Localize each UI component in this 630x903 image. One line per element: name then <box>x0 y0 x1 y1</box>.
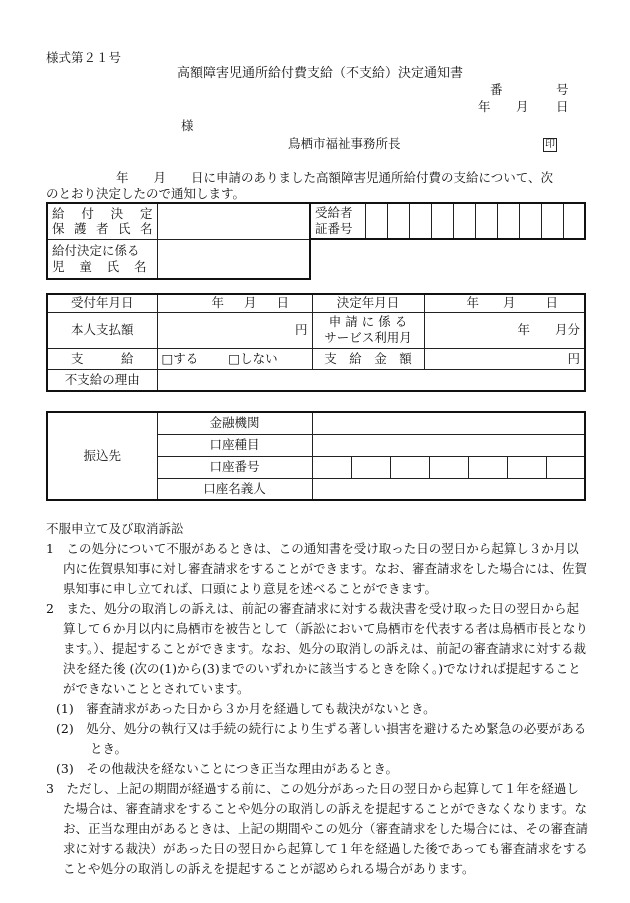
reason-field[interactable] <box>157 369 585 391</box>
recipient-digit[interactable] <box>387 203 409 239</box>
receipt-date-label: 受付年月日 <box>47 294 157 312</box>
date-month: 月 <box>516 99 529 114</box>
note-item-1: 1 この処分について不服があるときは、この通知書を受け取った日の翌日から起算し３か月以内に佐賀県知事に対し審査請求をすることができます。なお、審査請求をした場合には、佐賀県知事に申し立てれば、口頭により意見を述べることができます。 <box>46 541 588 596</box>
seal-mark: 印 <box>545 139 555 150</box>
guardian-name-label: 給 付 決 定 保 護 者 氏 名 <box>47 203 157 239</box>
self-pay-label: 本人支払額 <box>47 312 157 348</box>
decision-date-field[interactable]: 年 月 日 <box>424 294 585 312</box>
recipient-digit[interactable] <box>409 203 431 239</box>
account-type-label: 口座種目 <box>157 434 312 456</box>
recipient-digit[interactable] <box>475 203 497 239</box>
recipient-digit[interactable] <box>519 203 541 239</box>
child-name-label: 給付決定に係る 児 童 氏 名 <box>47 239 157 279</box>
account-digit[interactable] <box>390 456 429 478</box>
service-month-label: 申 請 に 係 る サービス利用月 <box>312 312 424 348</box>
form-number: 様式第２１号 <box>46 50 122 65</box>
recipient-digit[interactable] <box>365 203 387 239</box>
account-digit[interactable] <box>507 456 546 478</box>
account-name-field[interactable] <box>312 478 585 500</box>
guardian-table <box>46 202 311 280</box>
child-name-field[interactable] <box>157 239 310 279</box>
account-digit[interactable] <box>546 456 585 478</box>
transfer-table <box>46 411 586 501</box>
appeal-notes <box>46 519 591 879</box>
go-label: 号 <box>556 82 569 97</box>
account-digit[interactable] <box>312 456 351 478</box>
recipient-number-label: 受給者 証番号 <box>310 203 365 239</box>
account-digit[interactable] <box>351 456 390 478</box>
account-digit[interactable] <box>429 456 468 478</box>
bank-label: 金融機関 <box>157 412 312 434</box>
recipient-digit[interactable] <box>541 203 563 239</box>
number-label: 番 <box>490 82 503 97</box>
payment-label: 支 給 <box>47 348 157 369</box>
payment-options <box>157 348 312 369</box>
payment-amount-label: 支 給 金 額 <box>312 348 424 369</box>
issuer-name: 鳥栖市福祉事務所長 <box>288 136 401 151</box>
recipient-digit[interactable] <box>497 203 519 239</box>
payment-amount-field[interactable]: 円 <box>424 348 585 369</box>
recipient-digit[interactable] <box>431 203 453 239</box>
account-number-label: 口座番号 <box>157 456 312 478</box>
intro-text-2: のとおり決定したので通知します。 <box>46 186 246 201</box>
recipient-digit[interactable] <box>563 203 585 239</box>
account-name-label: 口座名義人 <box>157 478 312 500</box>
reason-label: 不支給の理由 <box>47 369 157 391</box>
recipient-number-table <box>309 202 586 240</box>
recipient-honorific: 様 <box>181 118 194 133</box>
note-sub-2: (2) 処分、処分の執行又は手続の続行により生ずる著しい損害を避けるため緊急の必要があるとき。 <box>56 721 587 756</box>
service-month-field[interactable]: 年 月分 <box>424 312 585 348</box>
decision-date-label: 決定年月日 <box>312 294 424 312</box>
transfer-label: 振込先 <box>47 412 157 500</box>
notes-heading: 不服申立て及び取消訴訟 <box>46 521 184 536</box>
note-sub-1: (1) 審査請求があった日から３か月を経過しても裁決がないとき。 <box>56 701 436 716</box>
intro-text-1: 年 月 日に申請のありました高額障害児通所給付費の支給について、次 <box>116 170 554 185</box>
guardian-name-field[interactable] <box>157 203 310 239</box>
note-item-2: 2 また、処分の取消しの訴えは、前記の審査請求に対する裁決書を受け取った日の翌日から起算して６か月以内に鳥栖市を被告として（訴訟において鳥栖市を代表する者は鳥栖市長となります。）、提起することができます。なお、処分の取消しの訴えは、前記の審査請求に対する裁決を経た後 (次の(1)から(3)までのいずれかに該当するときを除く。)でなければ提起することができないこととされています。 <box>46 601 589 696</box>
bank-field[interactable] <box>312 412 585 434</box>
receipt-date-field[interactable]: 年 月 日 <box>157 294 312 312</box>
note-sub-3: (3) その他裁決を経ないことにつき正当な理由があるとき。 <box>56 761 398 776</box>
decision-table <box>46 293 586 392</box>
account-digit[interactable] <box>468 456 507 478</box>
date-year: 年 <box>478 99 491 114</box>
account-type-field[interactable] <box>312 434 585 456</box>
recipient-digit[interactable] <box>453 203 475 239</box>
payment-do-checkbox[interactable]: □する <box>161 350 199 366</box>
note-item-3: 3 ただし、上記の期間が経過する前に、この処分があった日の翌日から起算して１年を経過した場合は、審査請求をすることや処分の取消しの訴えを提起することができなくなります。なお、正当な理由があるときは、上記の期間やこの処分（審査請求をした場合には、その審査請求に対する裁決）があった日の翌日から起算して１年を経過した後であっても審査請求をすることや処分の取消しの訴えを提起することが認められる場合があります。 <box>46 781 589 876</box>
self-pay-field[interactable]: 円 <box>157 312 312 348</box>
date-day: 日 <box>556 99 569 114</box>
payment-dont-checkbox[interactable]: □しない <box>228 350 278 366</box>
document-title: 高額障害児通所給付費支給（不支給）決定通知書 <box>177 66 464 81</box>
